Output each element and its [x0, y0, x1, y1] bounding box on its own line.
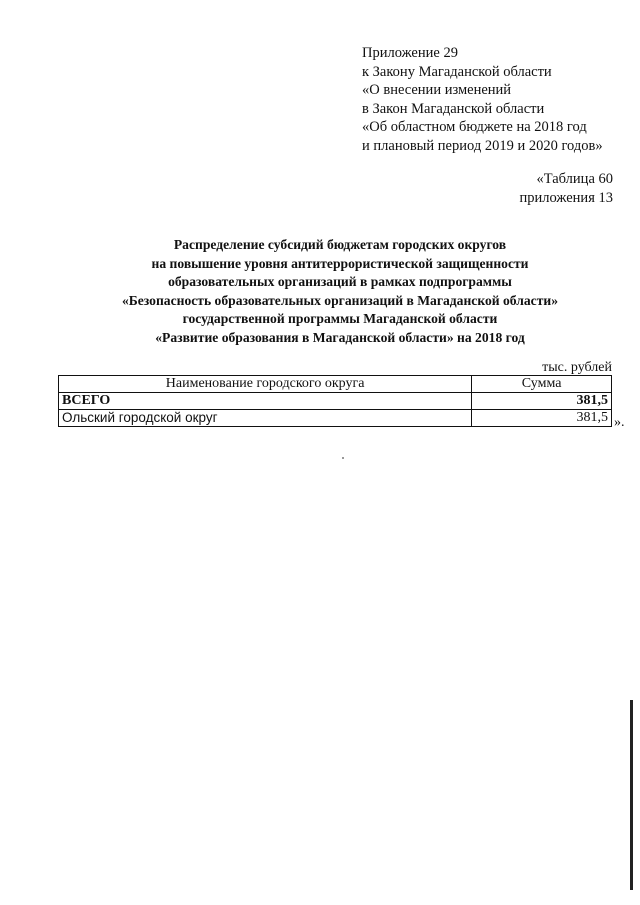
table-header-row: [59, 376, 612, 393]
appendix-line: «О внесении изменений: [362, 82, 512, 98]
appendix-line: «Об областном бюджете на 2018 год: [362, 119, 587, 135]
district-name: Ольский городской округ: [59, 410, 472, 427]
closing-quote-mark: ».: [614, 415, 625, 430]
appendix-line: и плановый период 2019 и 2020 годов»: [362, 137, 603, 154]
district-sum: 381,5: [472, 410, 612, 427]
subsidy-table: [58, 375, 612, 427]
scan-edge-mark: [630, 700, 633, 890]
title-line: государственной программы Магаданской области: [182, 311, 498, 326]
title-line: образовательных организаций в рамках подпрограммы: [168, 274, 512, 289]
appendix-line: Приложение 29: [362, 45, 458, 61]
appendix-reference: [362, 44, 603, 155]
title-line: Распределение субсидий бюджетам городских округов: [173, 237, 507, 252]
appendix-line: к Закону Магаданской области: [362, 63, 552, 80]
table-reference-line: «Таблица 60: [536, 171, 613, 187]
title-line: «Развитие образования в Магаданской области» на 2018 год: [155, 329, 525, 345]
table-row: [59, 410, 612, 427]
column-header-sum: Сумма: [472, 376, 612, 393]
document-title: [60, 236, 620, 347]
column-header-name: Наименование городского округа: [59, 376, 472, 393]
title-line: «Безопасность образовательных организаций в Магаданской области»: [121, 292, 559, 308]
total-value: 381,5: [472, 393, 612, 410]
total-label: ВСЕГО: [59, 393, 472, 410]
table-reference: [520, 170, 613, 207]
title-line: на повышение уровня антитеррористической защищенности: [151, 255, 529, 271]
total-row: [59, 393, 612, 410]
appendix-line: в Закон Магаданской области: [362, 100, 545, 117]
table-reference-line: приложения 13: [519, 189, 613, 206]
scan-speck: [342, 457, 344, 459]
units-label: тыс. рублей: [542, 360, 612, 375]
